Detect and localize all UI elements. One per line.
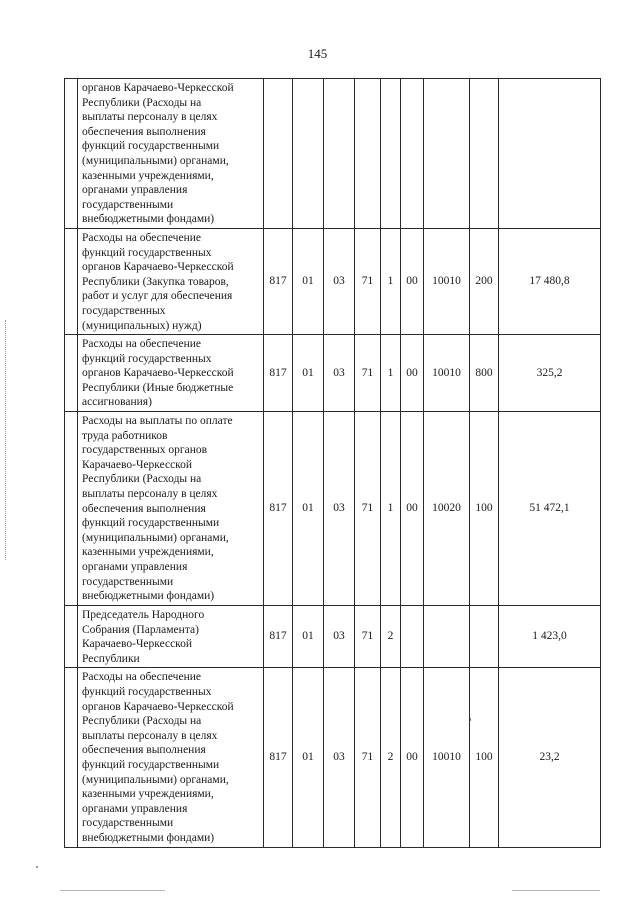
description-line: государственных органов bbox=[82, 444, 208, 457]
description-line: Карачаево-Черкесской bbox=[82, 458, 193, 471]
main-event-code-cell bbox=[401, 606, 424, 668]
description-line: выплаты персоналу в целях bbox=[82, 111, 218, 124]
amount-cell: 325,2 bbox=[499, 335, 601, 412]
expense-type-cell: 100 bbox=[470, 668, 499, 847]
description-line: Республики (Расходы на bbox=[82, 473, 202, 486]
subprogram-code-cell: 1 bbox=[381, 228, 401, 334]
scan-speck bbox=[36, 866, 38, 868]
table-row bbox=[65, 412, 601, 606]
main-event-code-cell: 00 bbox=[401, 228, 424, 334]
description-line: обеспечения выполнения bbox=[82, 744, 206, 757]
description-line: функций государственных bbox=[82, 246, 212, 259]
section-code-cell: 01 bbox=[293, 606, 324, 668]
direction-code-cell bbox=[424, 606, 470, 668]
description-line: (муниципальными) органами, bbox=[82, 773, 229, 786]
table-row bbox=[65, 79, 601, 229]
description-line: Республики (Расходы на bbox=[82, 715, 202, 728]
row-number-cell bbox=[65, 606, 78, 668]
direction-code-cell: 10010 bbox=[424, 335, 470, 412]
description-line: Республики (Расходы на bbox=[82, 96, 202, 109]
subprogram-code-cell: 2 bbox=[381, 606, 401, 668]
subprogram-code-cell: 1 bbox=[381, 412, 401, 606]
description-cell bbox=[78, 335, 264, 412]
program-code-cell: 71 bbox=[355, 606, 381, 668]
direction-code-cell bbox=[424, 79, 470, 229]
table-row bbox=[65, 335, 601, 412]
section-code-cell: 01 bbox=[293, 335, 324, 412]
program-code-cell: 71 bbox=[355, 228, 381, 334]
subsection-code-cell: 03 bbox=[324, 606, 355, 668]
description-line: Расходы на обеспечение bbox=[82, 231, 201, 244]
description-cell bbox=[78, 606, 264, 668]
amount-cell: 17 480,8 bbox=[499, 228, 601, 334]
description-line: функций государственных bbox=[82, 352, 212, 365]
subsection-code-cell bbox=[324, 79, 355, 229]
description-line: государственными bbox=[82, 575, 174, 588]
description-cell bbox=[78, 668, 264, 847]
description-line: функций государственными bbox=[82, 759, 220, 771]
table-body bbox=[65, 79, 601, 848]
description-line: Республики (Закупка товаров, bbox=[82, 275, 229, 288]
description-line: обеспечения выполнения bbox=[82, 502, 206, 515]
subsection-code-cell: 03 bbox=[324, 335, 355, 412]
description-line: труда работников bbox=[82, 429, 168, 442]
table-row bbox=[65, 606, 601, 668]
description-line: органов Карачаево-Черкесской bbox=[82, 82, 234, 94]
description-line: работ и услуг для обеспечения bbox=[82, 290, 233, 303]
amount-cell: 1 423,0 bbox=[499, 606, 601, 668]
description-line: ассигнования) bbox=[82, 396, 152, 409]
amount-cell: 51 472,1 bbox=[499, 412, 601, 606]
main-event-code-cell: 00 bbox=[401, 668, 424, 847]
description-line: казенными учреждениями, bbox=[82, 546, 214, 559]
ministry-code-cell: 817 bbox=[264, 412, 293, 606]
direction-code-cell: 10020 bbox=[424, 412, 470, 606]
expense-type-cell: 100 bbox=[470, 412, 499, 606]
subprogram-code-cell bbox=[381, 79, 401, 229]
description-line: органами управления bbox=[82, 802, 188, 815]
section-code-cell: 01 bbox=[293, 412, 324, 606]
row-number-cell bbox=[65, 335, 78, 412]
description-line: функций государственными bbox=[82, 517, 220, 530]
subprogram-code-cell: 2 bbox=[381, 668, 401, 847]
ministry-code-cell: 817 bbox=[264, 228, 293, 334]
description-cell bbox=[78, 79, 264, 229]
description-line: Расходы на обеспечение bbox=[82, 338, 201, 351]
main-event-code-cell bbox=[401, 79, 424, 229]
description-line: органами управления bbox=[82, 561, 188, 573]
description-line: Карачаево-Черкесской bbox=[82, 638, 193, 651]
main-event-code-cell: 00 bbox=[401, 335, 424, 412]
description-line: функций государственных bbox=[82, 686, 212, 699]
page-number: 145 bbox=[307, 46, 328, 61]
program-code-cell: 71 bbox=[355, 668, 381, 847]
expense-type-cell bbox=[470, 79, 499, 229]
program-code-cell: 71 bbox=[355, 412, 381, 606]
ministry-code-cell: 817 bbox=[264, 335, 293, 412]
table-row bbox=[65, 668, 601, 847]
description-line: (муниципальных) нужд) bbox=[82, 319, 202, 332]
description-line: органами управления bbox=[82, 184, 188, 197]
description-line: государственными bbox=[82, 198, 174, 211]
subsection-code-cell: 03 bbox=[324, 668, 355, 847]
footer-rule-left bbox=[60, 890, 165, 891]
section-code-cell: 01 bbox=[293, 228, 324, 334]
description-cell bbox=[78, 412, 264, 606]
subsection-code-cell: 03 bbox=[324, 228, 355, 334]
description-cell bbox=[78, 228, 264, 334]
direction-code-cell: 10010 bbox=[424, 228, 470, 334]
description-line: функций государственными bbox=[82, 140, 220, 153]
description-line: Расходы на выплаты по оплате bbox=[82, 415, 233, 428]
ministry-code-cell: 817 bbox=[264, 606, 293, 668]
description-line: казенными учреждениями, bbox=[82, 169, 214, 182]
description-line: Расходы на обеспечение bbox=[82, 671, 201, 684]
description-line: Собрания (Парламента) bbox=[82, 623, 199, 636]
row-number-cell bbox=[65, 228, 78, 334]
description-line: обеспечения выполнения bbox=[82, 125, 206, 138]
description-line: внебюджетными фондами) bbox=[82, 590, 215, 603]
description-line: Республики (Иные бюджетные bbox=[82, 381, 234, 394]
table-row bbox=[65, 228, 601, 334]
description-line: внебюджетными фондами) bbox=[82, 831, 215, 844]
description-line: (муниципальными) органами, bbox=[82, 154, 229, 167]
subprogram-code-cell: 1 bbox=[381, 335, 401, 412]
main-event-code-cell: 00 bbox=[401, 412, 424, 606]
description-line: выплаты персоналу в целях bbox=[82, 729, 218, 742]
scan-margin-marks bbox=[5, 320, 8, 560]
description-line: казенными учреждениями, bbox=[82, 788, 214, 801]
program-code-cell: 71 bbox=[355, 335, 381, 412]
budget-table bbox=[64, 78, 601, 848]
description-line: Председатель Народного bbox=[82, 609, 205, 622]
amount-cell bbox=[499, 79, 601, 229]
row-number-cell bbox=[65, 79, 78, 229]
description-line: (муниципальными) органами, bbox=[82, 531, 229, 544]
description-line: органов Карачаево-Черкесской bbox=[82, 261, 234, 274]
expense-type-cell: 200 bbox=[470, 228, 499, 334]
row-number-cell bbox=[65, 668, 78, 847]
amount-cell: 23,2 bbox=[499, 668, 601, 847]
ministry-code-cell: 817 bbox=[264, 668, 293, 847]
direction-code-cell: 10010 bbox=[424, 668, 470, 847]
description-line: государственными bbox=[82, 817, 174, 830]
expense-type-cell: 800 bbox=[470, 335, 499, 412]
description-line: органов Карачаево-Черкесской bbox=[82, 367, 234, 380]
expense-type-cell bbox=[470, 606, 499, 668]
description-line: государственных bbox=[82, 304, 166, 317]
description-line: Республики bbox=[82, 652, 140, 665]
subsection-code-cell: 03 bbox=[324, 412, 355, 606]
description-line: внебюджетными фондами) bbox=[82, 213, 215, 226]
description-line: выплаты персоналу в целях bbox=[82, 488, 218, 501]
section-code-cell: 01 bbox=[293, 668, 324, 847]
row-number-cell bbox=[65, 412, 78, 606]
program-code-cell bbox=[355, 79, 381, 229]
footer-rule-right bbox=[512, 890, 600, 891]
ministry-code-cell bbox=[264, 79, 293, 229]
description-line: органов Карачаево-Черкесской bbox=[82, 700, 234, 713]
section-code-cell bbox=[293, 79, 324, 229]
